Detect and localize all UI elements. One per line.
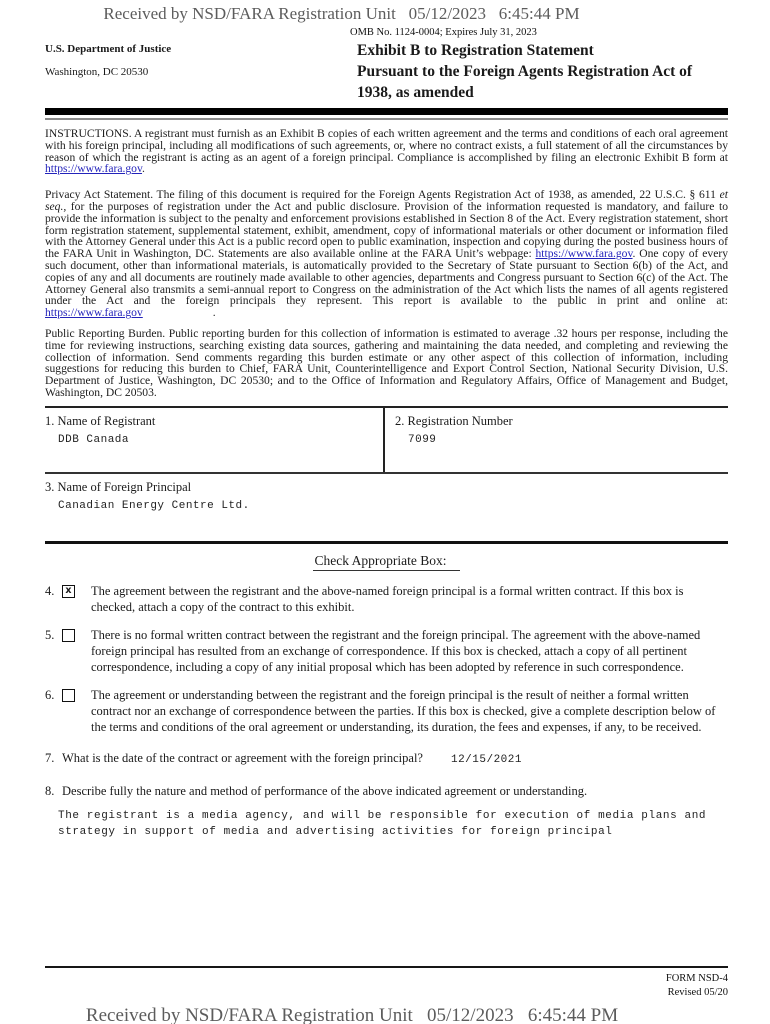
question-8	[45, 783, 728, 799]
privacy-text-3: . One copy of every such document, other than informational materials, is automatically provided to the Secretary of State pursuant to Section 6(b) of the Act, and copies of any and all documents are routinely made available to other agencies, departments and Congress pursuant to Section 6(c) of the Act. The Attorney General also transmits a semi-annual report to Congress on the administration of the Act which lists the names of all agents registered under the Act and the foreign principals they represent. This report is available to the public in print and online at:	[45, 247, 728, 308]
instructions-text: INSTRUCTIONS. A registrant must furnish as an Exhibit B copies of each written agreement and the terms and conditions of each oral agreement with his foreign principal, including all modifications of such agreements, or, where no contract exists, a full statement of all the circumstances by reason of which the registrant is acting as an agent of a foreign principal. Compliance is accomplished by filing an electronic Exhibit B form at	[45, 127, 728, 164]
check-item-5	[45, 627, 728, 675]
question-8-label: Describe fully the nature and method of performance of the above indicated agreement or understanding.	[62, 783, 588, 798]
check-box-heading: Check Appropriate Box:	[313, 553, 461, 571]
divider-bar-thin	[45, 118, 728, 120]
fara-gov-link[interactable]: https://www.fara.gov	[45, 162, 143, 176]
reporting-burden-paragraph: Public Reporting Burden. Public reporting burden for this collection of information is estimated to average .32 hours per response, including the time for reviewing instructions, searching existing data sources, gathering and maintaining the data needed, and completing and reviewing the collection of information. Send comments regarding this burden estimate or any other aspect of this collection of information, including suggestions for reducing this burden to Chief, FARA Unit, Counterintelligence and Export Control Section, National Security Division, U.S. Department of Justice, Washington, DC 20530; and to the Office of Information and Regulatory Affairs, Office of Management and Budget, Washington, DC 20503.	[45, 326, 728, 399]
checkbox-unchecked[interactable]	[62, 629, 75, 642]
check-item-text: The agreement between the registrant and the above-named foreign principal is a formal written contract. If this box is checked, attach a copy of the contract to this exhibit.	[91, 583, 684, 614]
item-number: 8.	[45, 783, 55, 798]
check-item-text: The agreement or understanding between the registrant and the foreign principal is the result of neither a formal written contract nor an exchange of correspondence between the parties. If this box is checked, give a complete description below of the terms and conditions of the oral agreement or understanding, its duration, the fees and expenses, if any, to be received.	[91, 687, 716, 734]
footer-divider	[45, 966, 728, 968]
check-item-6	[45, 687, 728, 735]
fara-gov-link[interactable]: https://www.fara.gov	[535, 247, 633, 261]
privacy-text-2: for the purposes of registration under the Act and public disclosure. Provision of the information requested is mandatory, and failure to provide the information is subject to the penalty and enforcement provisions established in Section 8 of the Act. Every registration statement, short form registration statement, supplemental statement, exhibit, amendment, copy of informational materials or other document or information filed with the Attorney General under this Act is a public record open to public examination, inspection and copying during the posted business hours of the FARA Unit in Washington, DC. Statements are also available online at the FARA Unit’s webpage:	[45, 199, 728, 261]
table-row	[45, 408, 728, 474]
form-revision: Revised 05/20	[667, 986, 728, 998]
check-item-4	[45, 583, 728, 615]
registrant-table	[45, 406, 728, 544]
fara-gov-link[interactable]: https://www.fara.gov	[45, 306, 143, 320]
check-box-heading-wrap	[45, 552, 728, 571]
agency-name: U.S. Department of Justice	[45, 43, 172, 55]
instructions-suffix: .	[142, 162, 145, 176]
registrant-name-cell	[45, 408, 385, 472]
foreign-principal-value: Canadian Energy Centre Ltd.	[58, 499, 250, 512]
privacy-end-period: .	[212, 306, 216, 320]
privacy-act-paragraph	[45, 189, 728, 319]
form-number: FORM NSD-4	[665, 973, 728, 984]
title-line-3: 1938, as amended	[357, 84, 474, 101]
performance-description-value: The registrant is a media agency, and will be responsible for execution of media plans and strategy in support of media and advertising activities for foreign principal	[58, 809, 707, 838]
form-identifier	[666, 972, 728, 999]
contract-date-value: 12/15/2021	[450, 753, 522, 766]
checkbox-checked[interactable]: x	[62, 585, 75, 598]
foreign-principal-label: 3. Name of Foreign Principal	[45, 479, 192, 494]
document-header	[45, 40, 728, 103]
checkbox-unchecked[interactable]	[62, 689, 75, 702]
item-number: 7.	[45, 750, 55, 765]
question-7-label: What is the date of the contract or agreement with the foreign principal?	[62, 750, 423, 765]
check-item-text: There is no formal written contract between the registrant and the foreign principal. The agreement with the above-named foreign principal has resulted from an exchange of correspondence. If this box is checked, attach a copy of all pertinent correspondence, including a copy of any initial proposal which has been adopted by reference in such correspondence.	[91, 627, 701, 674]
instructions-paragraph	[45, 128, 728, 175]
question-7-text	[62, 750, 522, 768]
divider-bar-thick	[45, 108, 728, 115]
item-number: 5.	[45, 627, 55, 642]
question-7	[45, 750, 728, 768]
title-line-1: Exhibit B to Registration Statement	[357, 42, 594, 59]
registrant-name-label: 1. Name of Registrant	[45, 413, 156, 428]
title-line-2: Pursuant to the Foreign Agents Registration Act of	[357, 63, 693, 80]
item-number: 6.	[45, 687, 55, 702]
received-stamp-bottom: Received by NSD/FARA Registration Unit 05/12/2023 6:45:44 PM	[85, 1005, 619, 1024]
foreign-principal-cell	[45, 474, 728, 544]
agency-city: Washington, DC 20530	[45, 66, 149, 78]
privacy-et-seq: et seq.,	[45, 188, 728, 213]
registrant-name-value: DDB Canada	[58, 433, 130, 446]
registration-number-cell	[385, 408, 728, 472]
item-number: 4.	[45, 583, 55, 598]
omb-number-line: OMB No. 1124-0004; Expires July 31, 2023	[350, 27, 537, 38]
privacy-text-1: Privacy Act Statement. The filing of this document is required for the Foreign Agents Registration Act of 1938, as amended, 22 U.S.C. § 611	[45, 188, 720, 202]
agency-block	[45, 40, 357, 103]
received-stamp-top: Received by NSD/FARA Registration Unit 05/12/2023 6:45:44 PM	[103, 4, 580, 23]
registration-number-label: 2. Registration Number	[395, 413, 513, 428]
registration-number-value: 7099	[408, 433, 437, 446]
document-title	[357, 40, 728, 103]
